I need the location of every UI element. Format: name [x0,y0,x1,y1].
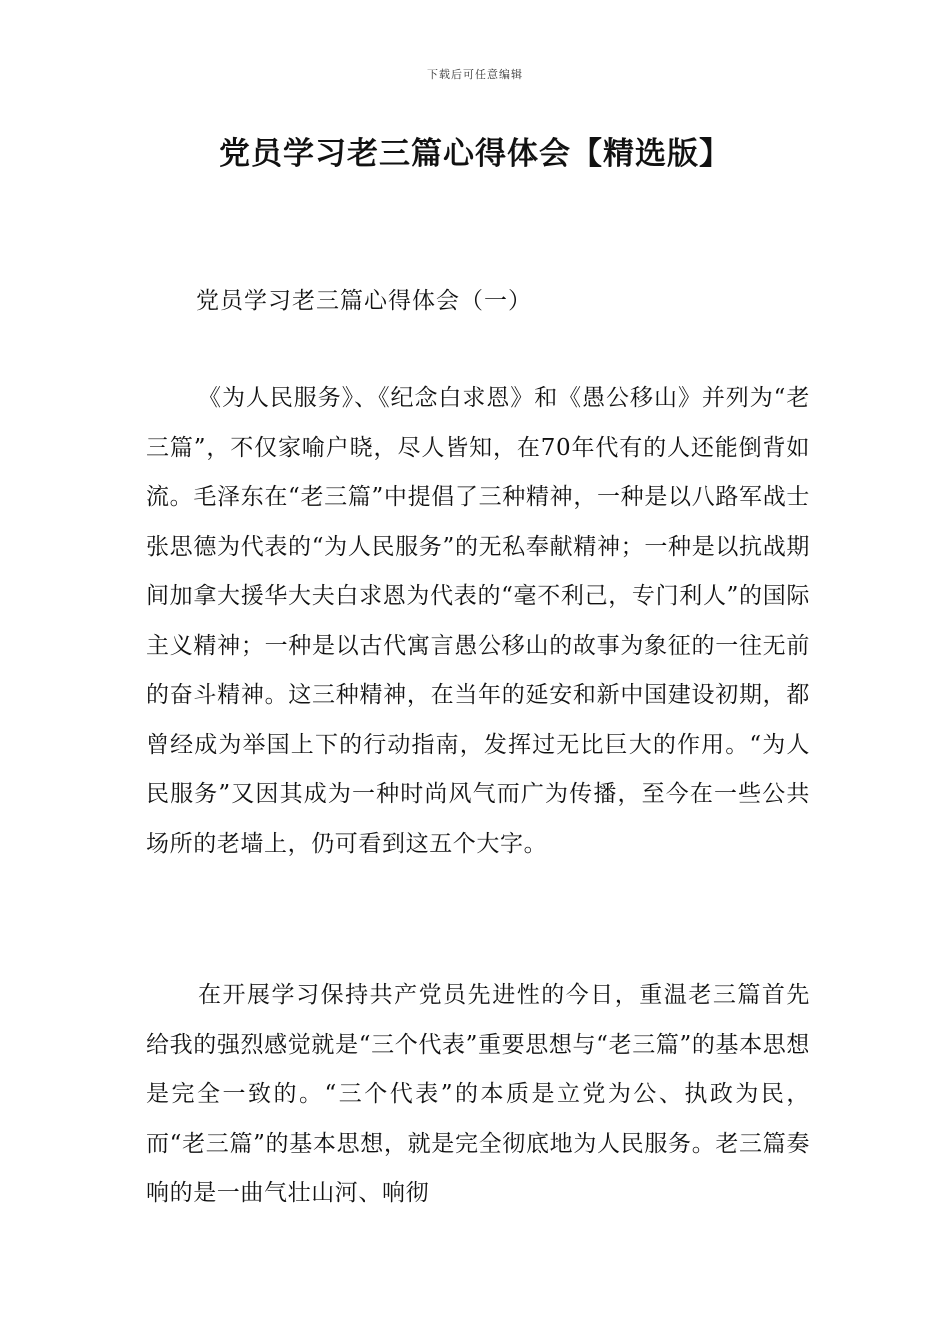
section-heading: 党员学习老三篇心得体会（一） [196,288,532,314]
body-paragraph: 《为人民服务》、《纪念白求恩》和《愚公移山》并列为“老三篇”，不仅家喻户晓，尽人皆知，在70年代有的人还能倒背如流。毛泽东在“老三篇”中提倡了三种精神，一种是以八路军战士张思德为代表的“为人民服务”的无私奉献精神；一种是以抗战期间加拿大援华大夫白求恩为代表的“毫不利己，专门利人”的国际主义精神；一种是以古代寓言愚公移山的故事为象征的一往无前的奋斗精神。这三种精神，在当年的延安和新中国建设初期，都曾经成为举国上下的行动指南，发挥过无比巨大的作用。“为人民服务”又因其成为一种时尚风气而广为传播，至今在一些公共场所的老墙上，仍可看到这五个大字。 [146,385,810,857]
body-paragraph: 在开展学习保持共产党员先进性的今日，重温老三篇首先给我的强烈感觉就是“三个代表”重要思想与“老三篇”的基本思想是完全一致的。“三个代表”的本质是立党为公、执政为民，而“老三篇”的基本思想，就是完全彻底地为人民服务。老三篇奏响的是一曲气壮山河、响彻 [146,982,810,1206]
download-note: 下载后可任意编辑 [427,68,523,81]
document-title: 党员学习老三篇心得体会【精选版】 [219,136,731,172]
